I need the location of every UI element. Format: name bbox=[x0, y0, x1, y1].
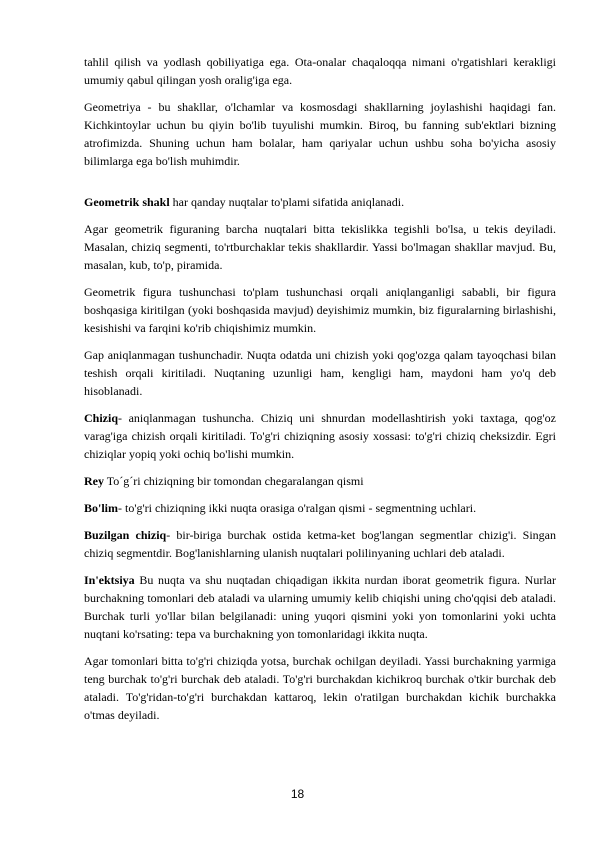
paragraph-3-text: har qanday nuqtalar to'plami sifatida aniqlanadi. bbox=[169, 195, 405, 209]
paragraph-5-text: Geometrik figura tushunchasi to'plam tushunchasi orqali aniqlanganligi sababli, bir figura boshqasiga kiritilgan (yoki boshqasida mavjud) deyishimiz mumkin, biz figuralarning birlashishi, kesishishi va farqini ko'rib chiqishimiz mumkin. bbox=[84, 285, 556, 335]
paragraph-2 bbox=[84, 98, 556, 170]
paragraph-7-text: - aniqlanmagan tushuncha. Chiziq uni shnurdan modellashtirish yoki taxtaga, qog'oz varag'iga chizish orqali kiritiladi. To'g'ri chiziqning asosiy xossasi: to'g'ri chiziq cheksizdir. Egri chiziqlar yopiq yoki ochiq bo'lishi mumkin. bbox=[84, 411, 556, 461]
term-geometric-shape: Geometrik shakl bbox=[84, 195, 170, 209]
paragraph-11-text: Bu nuqta va shu nuqtadan chiqadigan ikkita nurdan iborat geometrik figura. Nurlar burchakning tomonlari deb ataladi va ularning umumiy kelib chiqishi uning cho'qqisi deb ataladi. Burchak turli yo'llar bilan belgilanadi: uning yuqori qismini yoki yon tomonlarini yoki uchta nuqtani ko'rsating: tepa va burchakning yon tomonlaridagi ikkita nuqta. bbox=[84, 573, 556, 641]
paragraph-6 bbox=[84, 346, 556, 400]
paragraph-8-text: To´g´ri chiziqning bir tomondan chegaralangan qismi bbox=[104, 474, 364, 488]
paragraph-9-text: - to'g'ri chiziqning ikki nuqta orasiga o'ralgan qismi - segmentning uchlari. bbox=[118, 501, 477, 515]
paragraph-1 bbox=[84, 53, 556, 89]
paragraph-broken-line bbox=[84, 526, 556, 562]
paragraph-4 bbox=[84, 220, 556, 274]
paragraph-ray bbox=[84, 472, 556, 490]
paragraph-geometric-shape bbox=[84, 193, 556, 211]
paragraph-line bbox=[84, 409, 556, 463]
paragraph-segment bbox=[84, 499, 556, 517]
term-angle: In'ektsiya bbox=[84, 573, 135, 587]
paragraph-2-text: Geometriya - bu shakllar, o'lchamlar va kosmosdagi shakllarning joylashishi haqidagi fan. Kichkintoylar uchun bu qiyin bo'lib tuyulishi mumkin. Biroq, bu fanning sub'ektlari bizning atrofimizda. Shuning uchun ham bolalar, ham qariyalar uchun ushbu soha bo'yicha asosiy bilimlarga ega bo'lish muhimdir. bbox=[84, 100, 556, 168]
page-number: 18 bbox=[290, 787, 305, 801]
term-broken-line: Buzilgan chiziq bbox=[84, 528, 167, 542]
paragraph-12 bbox=[84, 652, 556, 724]
term-line: Chiziq bbox=[84, 411, 119, 425]
paragraph-6-text: Gap aniqlanmagan tushunchadir. Nuqta odatda uni chizish yoki qog'ozga qalam tayoqchasi bilan teshish orqali kiritiladi. Nuqtaning uzunligi ham, kengligi ham, maydoni ham yo'q deb hisoblanadi. bbox=[84, 348, 556, 398]
paragraph-4-text: Agar geometrik figuraning barcha nuqtalari bitta tekislikka tegishli bo'lsa, u tekis deyiladi. Masalan, chiziq segmenti, to'rtburchaklar tekis shakllardir. Yassi bo'lmagan shakllar mavjud. Bu, masalan, kub, to'p, piramida. bbox=[84, 222, 556, 272]
paragraph-1-text: tahlil qilish va yodlash qobiliyatiga ega. Ota-onalar chaqaloqqa nimani o'rgatishlari kerakligi umumiy qabul qilingan yosh oralig'iga ega. bbox=[84, 55, 556, 87]
document-page bbox=[84, 53, 556, 733]
paragraph-5 bbox=[84, 283, 556, 337]
term-segment: Bo'lim bbox=[84, 501, 119, 515]
term-ray: Rey bbox=[84, 474, 104, 488]
paragraph-12-text: Agar tomonlari bitta to'g'ri chiziqda yotsa, burchak ochilgan deyiladi. Yassi burchakning yarmiga teng burchak to'g'ri burchak deb ataladi. To'g'ri burchakdan kichikroq burchak o'tkir burchak deb ataladi. To'g'ridan-to'g'ri burchakdan kattaroq, lekin o'ratilgan burchakdan kichik burchakka o'tmas deyiladi. bbox=[84, 654, 556, 722]
paragraph-angle bbox=[84, 571, 556, 643]
paragraph-10-text: - bir-biriga burchak ostida ketma-ket bog'langan segmentlar chizig'i. Singan chiziq segmentdir. Bog'lanishlarning ulanish nuqtalari polilinyaning uchlari deb ataladi. bbox=[84, 528, 556, 560]
